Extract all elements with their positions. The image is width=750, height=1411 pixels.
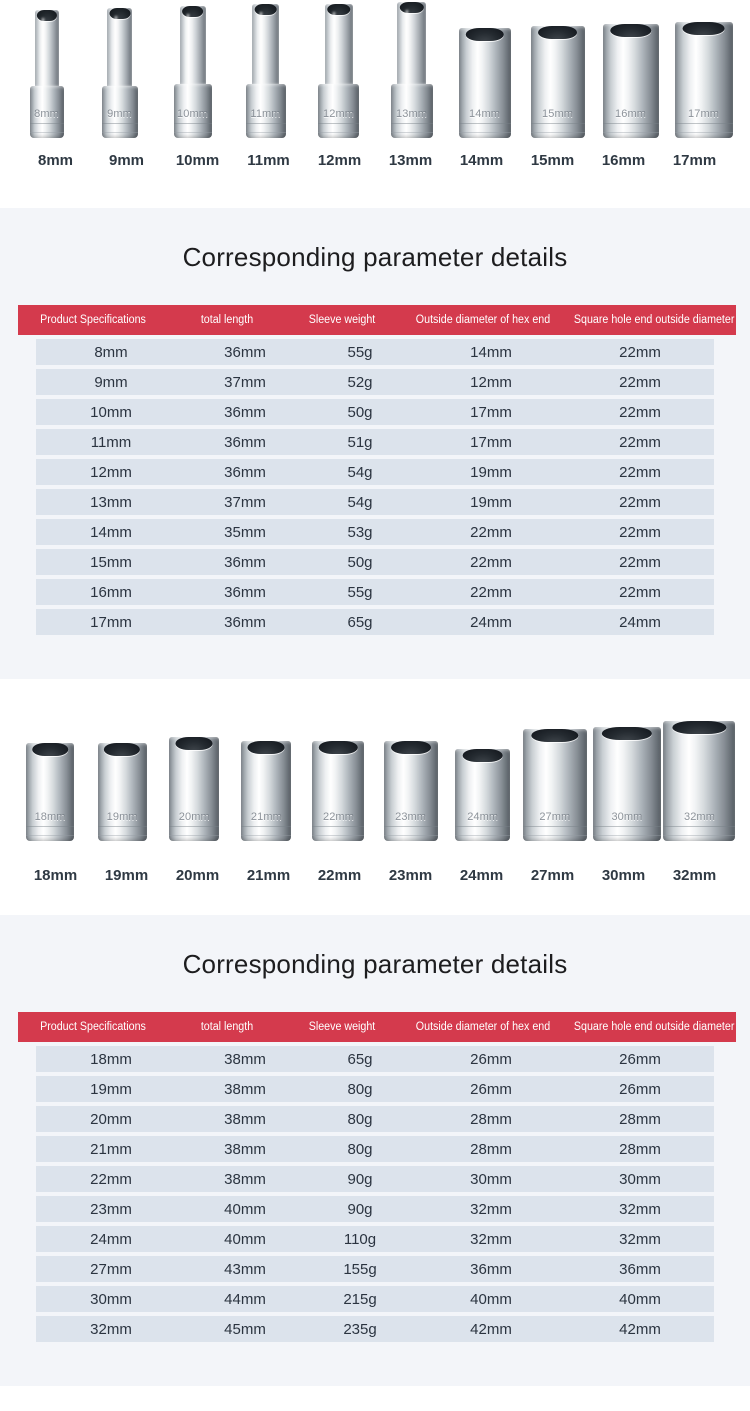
table-cell: 36mm xyxy=(470,1260,512,1278)
socket-body xyxy=(318,84,359,138)
table-cell: 8mm xyxy=(94,343,128,361)
socket-ring xyxy=(663,826,735,827)
socket-size-caption: 32mm xyxy=(672,867,717,884)
table-cell: 32mm xyxy=(470,1200,512,1218)
socket-size-caption: 24mm xyxy=(459,867,504,884)
socket-engraved-size: 24mm xyxy=(467,811,499,823)
socket-engraved-size: 16mm xyxy=(615,108,646,120)
parameter-section-1 xyxy=(0,208,750,679)
column-header: Outside diameter of hex end xyxy=(415,314,551,326)
socket-ring xyxy=(318,123,359,124)
table-cell: 38mm xyxy=(224,1110,266,1128)
socket-ring xyxy=(246,123,286,124)
table-cell: 35mm xyxy=(224,523,266,541)
table-row xyxy=(36,399,714,425)
socket-engraved-size: 10mm xyxy=(177,108,208,120)
table-cell: 13mm xyxy=(90,493,132,511)
table-cell: 22mm xyxy=(90,1170,132,1188)
table-cell: 14mm xyxy=(470,343,512,361)
table-cell: 22mm xyxy=(619,523,661,541)
socket-engraved-size: 27mm xyxy=(539,811,571,823)
socket-ring xyxy=(675,123,733,124)
table-cell: 40mm xyxy=(619,1290,661,1308)
table-cell: 22mm xyxy=(619,373,661,391)
table-row xyxy=(36,339,714,365)
socket-ring xyxy=(455,826,510,827)
socket-ring xyxy=(169,835,219,836)
socket-size-caption: 20mm xyxy=(175,867,220,884)
table-cell: 38mm xyxy=(224,1170,266,1188)
table-cell: 17mm xyxy=(90,613,132,631)
table-cell: 50g xyxy=(347,403,373,421)
table-header-row xyxy=(18,305,736,335)
table-cell: 22mm xyxy=(619,493,661,511)
table-row xyxy=(36,1106,714,1132)
table-cell: 9mm xyxy=(94,373,128,391)
socket-body xyxy=(384,741,438,841)
table-cell: 19mm xyxy=(90,1080,132,1098)
table-cell: 22mm xyxy=(470,523,512,541)
table-cell: 30mm xyxy=(619,1170,661,1188)
socket-body xyxy=(663,721,735,841)
socket-engraved-size: 18mm xyxy=(34,811,66,823)
socket-image xyxy=(157,6,228,138)
socket-image xyxy=(376,2,447,138)
table-cell: 155g xyxy=(343,1260,377,1278)
table-cell: 26mm xyxy=(470,1050,512,1068)
table-cell: 18mm xyxy=(90,1050,132,1068)
socket-ring xyxy=(312,835,364,836)
table-cell: 26mm xyxy=(619,1050,661,1068)
table-cell: 14mm xyxy=(90,523,132,541)
socket-body xyxy=(30,86,64,138)
table-cell: 22mm xyxy=(619,553,661,571)
socket-body xyxy=(241,741,291,841)
socket-size-caption: 19mm xyxy=(104,867,149,884)
socket-size-caption: 15mm xyxy=(530,152,575,169)
table-cell: 26mm xyxy=(619,1080,661,1098)
page-title: Corresponding parameter details xyxy=(182,242,568,272)
table-cell: 26mm xyxy=(470,1080,512,1098)
column-header: Sleeve weight xyxy=(308,1021,376,1033)
table-cell: 28mm xyxy=(619,1110,661,1128)
table-cell: 215g xyxy=(343,1290,377,1308)
table-row xyxy=(36,549,714,575)
table-cell: 55g xyxy=(347,343,373,361)
socket-image xyxy=(448,749,518,841)
socket-body xyxy=(312,741,364,841)
socket-ring xyxy=(459,132,511,133)
table-cell: 19mm xyxy=(470,493,512,511)
socket-engraved-size: 13mm xyxy=(396,108,427,120)
socket-size-caption: 13mm xyxy=(388,152,433,169)
table-cell: 24mm xyxy=(619,613,661,631)
table-row xyxy=(36,519,714,545)
table-cell: 80g xyxy=(347,1080,373,1098)
table-row xyxy=(36,429,714,455)
table-cell: 80g xyxy=(347,1110,373,1128)
socket-ring xyxy=(391,123,433,124)
socket-body xyxy=(391,84,433,138)
table-cell: 90g xyxy=(347,1200,373,1218)
socket-neck xyxy=(107,8,132,86)
socket-engraved-size: 17mm xyxy=(688,108,719,120)
table-row xyxy=(36,1256,714,1282)
column-header: total length xyxy=(200,314,254,326)
socket-body xyxy=(174,84,212,138)
socket-image xyxy=(11,10,82,138)
socket-ring xyxy=(531,123,585,124)
table-cell: 54g xyxy=(347,493,373,511)
socket-ring xyxy=(675,132,733,133)
socket-engraved-size: 30mm xyxy=(611,811,643,823)
table-row xyxy=(36,369,714,395)
socket-image-row-1 xyxy=(0,0,750,138)
socket-neck xyxy=(397,2,426,84)
socket-ring xyxy=(459,123,511,124)
socket-size-caption: 22mm xyxy=(317,867,362,884)
socket-image xyxy=(230,4,301,138)
table-cell: 28mm xyxy=(619,1140,661,1158)
table-cell: 36mm xyxy=(224,583,266,601)
socket-image xyxy=(592,727,662,841)
socket-ring xyxy=(30,132,64,133)
table-cell: 65g xyxy=(347,613,373,631)
socket-ring xyxy=(603,132,659,133)
socket-image xyxy=(595,24,666,138)
table-row xyxy=(36,1076,714,1102)
table-cell: 90g xyxy=(347,1170,373,1188)
table-row xyxy=(36,1136,714,1162)
table-row xyxy=(36,609,714,635)
table-cell: 55g xyxy=(347,583,373,601)
column-header: Sleeve weight xyxy=(308,314,376,326)
socket-engraved-size: 21mm xyxy=(250,811,282,823)
socket-engraved-size: 32mm xyxy=(684,811,715,823)
table-cell: 22mm xyxy=(619,433,661,451)
socket-ring xyxy=(384,826,438,827)
table-row xyxy=(36,1226,714,1252)
socket-ring xyxy=(26,826,74,827)
socket-body xyxy=(603,24,659,138)
socket-body xyxy=(531,26,585,138)
table-row xyxy=(36,1046,714,1072)
socket-neck xyxy=(325,4,353,84)
socket-engraved-size: 19mm xyxy=(106,811,138,823)
table-cell: 24mm xyxy=(90,1230,132,1248)
table-cell: 30mm xyxy=(90,1290,132,1308)
socket-image xyxy=(376,741,446,841)
table-cell: 36mm xyxy=(224,613,266,631)
socket-ring xyxy=(246,132,286,133)
column-header: Product Specifications xyxy=(40,1021,146,1033)
socket-ring xyxy=(593,826,661,827)
socket-size-caption: 14mm xyxy=(459,152,504,169)
socket-image xyxy=(520,729,590,841)
table-cell: 15mm xyxy=(90,553,132,571)
table-row xyxy=(36,1286,714,1312)
table-row xyxy=(36,489,714,515)
table-cell: 36mm xyxy=(224,403,266,421)
spec-table-2 xyxy=(18,1012,736,1342)
socket-body xyxy=(593,727,661,841)
table-cell: 40mm xyxy=(470,1290,512,1308)
table-cell: 20mm xyxy=(90,1110,132,1128)
table-cell: 51g xyxy=(347,433,373,451)
socket-image xyxy=(84,8,155,138)
table-cell: 28mm xyxy=(470,1140,512,1158)
table-cell: 42mm xyxy=(619,1320,661,1338)
socket-engraved-size: 9mm xyxy=(107,108,132,120)
table-cell: 22mm xyxy=(619,463,661,481)
table-cell: 27mm xyxy=(90,1260,132,1278)
table-row xyxy=(36,1316,714,1342)
socket-body xyxy=(675,22,733,138)
socket-image xyxy=(231,741,301,841)
table-row xyxy=(36,1166,714,1192)
socket-neck xyxy=(180,6,206,84)
table-cell: 80g xyxy=(347,1140,373,1158)
table-cell: 40mm xyxy=(224,1230,266,1248)
table-cell: 54g xyxy=(347,463,373,481)
table-row xyxy=(36,579,714,605)
table-cell: 22mm xyxy=(619,343,661,361)
socket-ring xyxy=(312,826,364,827)
parameter-section-2 xyxy=(0,915,750,1386)
table-cell: 65g xyxy=(347,1050,373,1068)
socket-size-caption: 16mm xyxy=(601,152,646,169)
socket-ring xyxy=(455,835,510,836)
socket-image xyxy=(303,4,374,138)
table-cell: 36mm xyxy=(224,553,266,571)
table-cell: 38mm xyxy=(224,1080,266,1098)
socket-engraved-size: 8mm xyxy=(34,108,59,120)
table-cell: 12mm xyxy=(470,373,512,391)
table-cell: 30mm xyxy=(470,1170,512,1188)
socket-body xyxy=(523,729,587,841)
socket-ring xyxy=(603,123,659,124)
socket-size-caption: 23mm xyxy=(388,867,433,884)
socket-body xyxy=(169,737,219,841)
socket-ring xyxy=(241,826,291,827)
socket-size-caption: 18mm xyxy=(33,867,78,884)
table-cell: 40mm xyxy=(224,1200,266,1218)
socket-body xyxy=(246,84,286,138)
table-cell: 16mm xyxy=(90,583,132,601)
page-title: Corresponding parameter details xyxy=(182,949,568,979)
table-cell: 22mm xyxy=(470,583,512,601)
table-cell: 52g xyxy=(347,373,373,391)
socket-ring xyxy=(174,123,212,124)
table-header-row xyxy=(18,1012,736,1042)
table-cell: 38mm xyxy=(224,1050,266,1068)
socket-size-caption: 21mm xyxy=(246,867,291,884)
table-cell: 11mm xyxy=(90,433,132,451)
socket-ring xyxy=(30,123,64,124)
socket-neck xyxy=(35,10,59,86)
table-body xyxy=(36,1042,750,1342)
table-cell: 37mm xyxy=(224,493,266,511)
table-row xyxy=(36,1196,714,1222)
socket-engraved-size: 23mm xyxy=(395,811,427,823)
column-header: Product Specifications xyxy=(40,314,146,326)
socket-image xyxy=(15,743,85,841)
table-cell: 22mm xyxy=(619,403,661,421)
socket-image xyxy=(449,28,520,138)
socket-caption-row-1 xyxy=(0,152,750,169)
socket-size-caption: 8mm xyxy=(37,152,74,169)
socket-ring xyxy=(241,835,291,836)
socket-ring xyxy=(531,132,585,133)
socket-image xyxy=(522,26,593,138)
table-cell: 36mm xyxy=(224,463,266,481)
socket-ring xyxy=(174,132,212,133)
socket-ring xyxy=(523,835,587,836)
socket-engraved-size: 14mm xyxy=(469,108,500,120)
column-header: Square hole end outside diameter xyxy=(573,314,735,326)
socket-body xyxy=(26,743,74,841)
table-cell: 17mm xyxy=(470,403,512,421)
socket-ring xyxy=(391,132,433,133)
table-cell: 45mm xyxy=(224,1320,266,1338)
table-cell: 36mm xyxy=(224,433,266,451)
socket-ring xyxy=(593,835,661,836)
socket-engraved-size: 22mm xyxy=(323,811,354,823)
table-cell: 21mm xyxy=(90,1140,132,1158)
socket-image xyxy=(303,741,373,841)
table-cell: 235g xyxy=(343,1320,377,1338)
table-row xyxy=(36,459,714,485)
socket-size-caption: 12mm xyxy=(317,152,362,169)
table-cell: 37mm xyxy=(224,373,266,391)
table-cell: 22mm xyxy=(470,553,512,571)
table-cell: 32mm xyxy=(90,1320,132,1338)
table-cell: 19mm xyxy=(470,463,512,481)
spec-table-1 xyxy=(18,305,736,635)
socket-engraved-size: 15mm xyxy=(542,108,573,120)
socket-ring xyxy=(98,835,147,836)
socket-ring xyxy=(663,835,735,836)
socket-ring xyxy=(169,826,219,827)
socket-size-caption: 9mm xyxy=(108,152,145,169)
socket-ring xyxy=(523,826,587,827)
socket-ring xyxy=(26,835,74,836)
table-cell: 24mm xyxy=(470,613,512,631)
table-cell: 12mm xyxy=(90,463,132,481)
table-cell: 50g xyxy=(347,553,373,571)
table-cell: 110g xyxy=(343,1230,377,1248)
table-cell: 32mm xyxy=(619,1230,661,1248)
socket-size-caption: 17mm xyxy=(672,152,717,169)
table-cell: 36mm xyxy=(224,343,266,361)
table-cell: 32mm xyxy=(470,1230,512,1248)
socket-ring xyxy=(384,835,438,836)
socket-engraved-size: 20mm xyxy=(178,811,210,823)
socket-body xyxy=(455,749,510,841)
table-cell: 42mm xyxy=(470,1320,512,1338)
socket-ring xyxy=(318,132,359,133)
table-cell: 38mm xyxy=(224,1140,266,1158)
socket-size-caption: 10mm xyxy=(175,152,220,169)
socket-body xyxy=(102,86,138,138)
table-body xyxy=(36,335,750,635)
socket-size-caption: 27mm xyxy=(530,867,575,884)
socket-image xyxy=(159,737,229,841)
table-cell: 43mm xyxy=(224,1260,266,1278)
socket-ring xyxy=(102,123,138,124)
socket-size-caption: 11mm xyxy=(247,152,290,169)
socket-engraved-size: 11mm xyxy=(250,108,281,120)
table-cell: 53g xyxy=(347,523,373,541)
column-header: total length xyxy=(200,1021,254,1033)
socket-size-caption: 30mm xyxy=(601,867,646,884)
table-cell: 22mm xyxy=(619,583,661,601)
socket-image xyxy=(664,721,735,841)
socket-image-row-2 xyxy=(0,711,750,841)
socket-neck xyxy=(252,4,279,84)
socket-body xyxy=(98,743,147,841)
table-cell: 17mm xyxy=(470,433,512,451)
section-divider xyxy=(0,679,750,693)
socket-ring xyxy=(98,826,147,827)
column-header: Square hole end outside diameter xyxy=(573,1021,735,1033)
table-cell: 10mm xyxy=(90,403,132,421)
socket-caption-row-2 xyxy=(0,867,750,884)
socket-image xyxy=(87,743,157,841)
table-cell: 28mm xyxy=(470,1110,512,1128)
column-header: Outside diameter of hex end xyxy=(415,1021,551,1033)
table-cell: 32mm xyxy=(619,1200,661,1218)
table-cell: 23mm xyxy=(90,1200,132,1218)
socket-engraved-size: 12mm xyxy=(323,108,354,120)
table-cell: 44mm xyxy=(224,1290,266,1308)
socket-gallery-1 xyxy=(0,0,750,208)
socket-ring xyxy=(102,132,138,133)
socket-body xyxy=(459,28,511,138)
socket-image xyxy=(668,22,739,138)
table-cell: 36mm xyxy=(619,1260,661,1278)
